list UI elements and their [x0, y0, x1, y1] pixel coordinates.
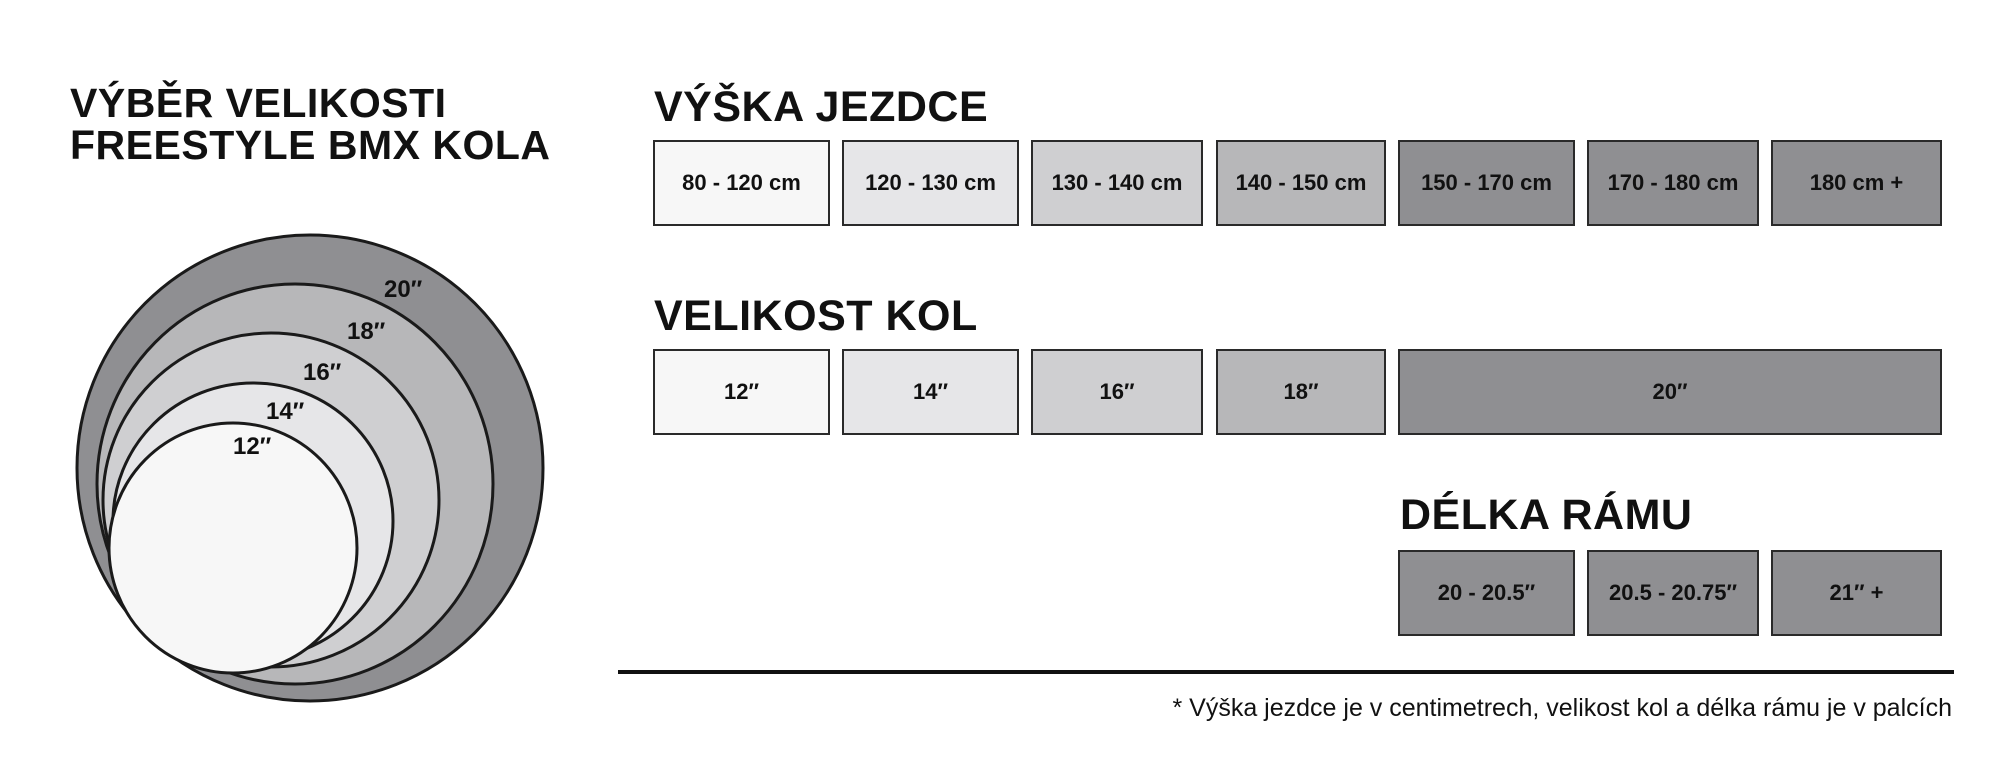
rider-height-box: 120 - 130 cm [842, 140, 1019, 226]
rider-height-box: 180 cm + [1771, 140, 1942, 226]
wheel-size-box: 20″ [1398, 349, 1942, 435]
wheel-size-box: 12″ [653, 349, 830, 435]
wheel-size-box: 14″ [842, 349, 1019, 435]
rider-height-box: 80 - 120 cm [653, 140, 830, 226]
title-line-2: FREESTYLE BMX KOLA [70, 122, 551, 168]
rider-height-box: 170 - 180 cm [1587, 140, 1759, 226]
wheel-label-16: 16″ [303, 359, 342, 386]
wheel-label-20: 20″ [384, 276, 423, 303]
wheel-circle-12 [109, 423, 357, 673]
rider-height-box: 140 - 150 cm [1216, 140, 1386, 226]
rider-height-box: 130 - 140 cm [1031, 140, 1203, 226]
frame-length-box: 20 - 20.5″ [1398, 550, 1575, 636]
wheel-size-box: 16″ [1031, 349, 1203, 435]
rider-height-heading: VÝŠKA JEZDCE [654, 83, 989, 131]
wheel-size-box: 18″ [1216, 349, 1386, 435]
wheel-label-12: 12″ [233, 433, 272, 460]
footnote: * Výška jezdce je v centimetrech, velikost kol a délka rámu je v palcích [1172, 694, 1952, 722]
wheel-size-heading: VELIKOST KOL [654, 292, 978, 340]
frame-length-heading: DÉLKA RÁMU [1400, 491, 1693, 539]
title-line-1: VÝBĚR VELIKOSTI [70, 80, 447, 126]
rider-height-box: 150 - 170 cm [1398, 140, 1575, 226]
wheel-label-14: 14″ [266, 398, 305, 425]
wheel-size-circles [0, 0, 560, 766]
footer-divider [618, 670, 1954, 674]
frame-length-box: 20.5 - 20.75″ [1587, 550, 1759, 636]
wheel-label-18: 18″ [347, 318, 386, 345]
frame-length-box: 21″ + [1771, 550, 1942, 636]
